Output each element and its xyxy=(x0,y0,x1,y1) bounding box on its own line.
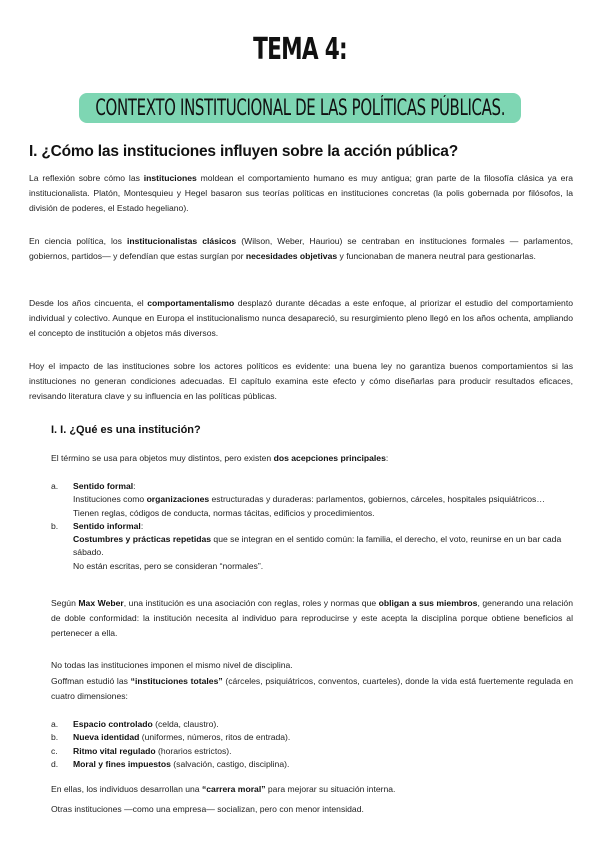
p2-text-c: (Wilson, Weber, Hauriou) se centraban en instituciones formales — parlamentos, gobiernos, partidos— y defendían que estas surgían por xyxy=(29,236,573,262)
p8-text-a: Goffman estudió las xyxy=(51,676,131,686)
list-item-text: (celda, claustro). xyxy=(152,719,219,729)
list-item xyxy=(51,718,573,731)
paragraph-7: No todas las instituciones imponen el mismo nivel de disciplina. xyxy=(51,660,293,670)
list-item-bold: Moral y fines impuestos xyxy=(73,758,171,769)
paragraph-6 xyxy=(51,596,573,642)
p2-text-a: En ciencia política, los xyxy=(29,236,128,246)
list-item-title: Sentido informal xyxy=(73,520,141,531)
section-heading-1: I. ¿Cómo las instituciones influyen sobre la acción pública? xyxy=(29,143,458,160)
p5-text-c: : xyxy=(385,453,389,463)
subtitle-text: CONTEXTO INSTITUCIONAL DE LAS POLÍTICAS PÚBLICAS. xyxy=(95,96,505,121)
p6-text-e: , generando una relación de doble conformidad: la institución necesita al individuo para reproducirse y este acepta la disciplina porque obtiene beneficios al pertenecer a ella. xyxy=(51,598,573,639)
paragraph-5 xyxy=(51,451,573,466)
paragraph-8 xyxy=(51,674,573,704)
list-item-detail xyxy=(51,533,573,560)
p1-bold: instituciones xyxy=(143,173,197,183)
detail-bold: organizaciones xyxy=(146,494,210,505)
paragraph-1 xyxy=(29,171,573,217)
document-title: TEMA 4: xyxy=(253,32,347,67)
p9-text-a: En ellas, los individuos desarrollan una xyxy=(51,784,202,794)
detail-text: estructuradas y duraderas: parlamentos, gobiernos, cárceles, hospitales psiquiátricos… xyxy=(209,494,545,505)
detail-bold: Costumbres y prácticas repetidas xyxy=(73,534,212,545)
subtitle-highlight xyxy=(79,93,522,123)
list-item-text: (horarios estrictos). xyxy=(155,745,232,756)
p2-bold-2: necesidades objetivas xyxy=(245,251,338,262)
list-item xyxy=(51,758,573,771)
acepciones-list xyxy=(51,480,573,573)
list-item-bold: Espacio controlado xyxy=(73,719,153,729)
p9-text-c: para mejorar su situación interna. xyxy=(265,784,396,794)
list-item-colon: : xyxy=(140,520,144,531)
list-item-bold: Nueva identidad xyxy=(73,732,140,743)
paragraph-3 xyxy=(29,296,573,342)
paragraph-9 xyxy=(51,782,573,797)
p6-bold-2: obligan a sus miembros xyxy=(378,598,478,608)
p2-bold-1: institucionalistas clásicos xyxy=(127,236,237,246)
p9-bold: “carrera moral” xyxy=(201,784,266,794)
p3-text-c: desplazó durante décadas a este enfoque, al priorizar el estudio del comportamiento individual y colectivo. Aunque en Europa el institucionalismo nunca desapareció, su resurgimiento pleno llegó en los años ochenta, ampliando el concepto de institución a objetos más diversos. xyxy=(29,298,573,339)
p2-text-e: y funcionaban de manera neutral para gestionarlas. xyxy=(337,251,536,262)
list-item-detail: No están escritas, pero se consideran “normales”. xyxy=(73,560,264,571)
list-item xyxy=(51,731,573,744)
p5-text-a: El término se usa para objetos muy distintos, pero existen xyxy=(51,453,274,463)
list-marker: b. xyxy=(51,732,59,743)
list-item xyxy=(51,520,573,533)
p3-bold: comportamentalismo xyxy=(147,298,235,308)
list-marker: a. xyxy=(51,481,59,491)
list-item-detail xyxy=(51,493,573,506)
p1-text-c: moldean el comportamiento humano es muy antigua; gran parte de la filosofía clásica ya era institucionalista. Platón, Montesquieu y Hegel basaron sus teorías políticas en instituciones concretas (la polis gobernada por filósofos, la división de poderes, el Estado hegeliano). xyxy=(29,173,574,214)
detail-text: Instituciones como xyxy=(73,494,147,505)
p6-text-a: Según xyxy=(51,598,79,608)
p5-bold: dos acepciones principales xyxy=(273,453,386,463)
p1-text-a: La reflexión sobre cómo las xyxy=(29,173,144,183)
p6-bold-1: Max Weber xyxy=(78,598,124,608)
paragraph-2 xyxy=(29,234,573,264)
p3-text-a: Desde los años cincuenta, el xyxy=(29,298,148,308)
list-marker: d. xyxy=(51,758,59,769)
detail-text: que se integran en el sentido común: la familia, el derecho, el voto, reunirse en un bar cada sábado. xyxy=(73,534,562,558)
list-marker: b. xyxy=(51,520,59,531)
p8-text-c: (cárceles, psiquiátricos, conventos, cuarteles), donde la vida está fuertemente regulada en cuatro dimensiones: xyxy=(51,676,574,702)
p6-text-c: , una institución es una asociación con reglas, roles y normas que xyxy=(123,598,379,608)
list-item-title: Sentido formal xyxy=(73,481,134,491)
list-item xyxy=(51,480,573,493)
section-heading-2: I. I. ¿Qué es una institución? xyxy=(51,424,201,436)
list-item-text: (salvación, castigo, disciplina). xyxy=(170,758,290,769)
paragraph-4: Hoy el impacto de las instituciones sobre los actores políticos es evidente: una buena ley no garantiza buenos comportamientos si las instituciones no generan condiciones adecuadas. El capítulo examina este efecto y cómo diseñarlas para producir resultados eficaces, revisando literatura clave y su influencia en las políticas públicas. xyxy=(29,361,573,402)
list-item-bold: Ritmo vital regulado xyxy=(73,745,156,756)
p8-bold: “instituciones totales” xyxy=(130,676,223,686)
dimensiones-list xyxy=(51,718,573,771)
paragraph-10: Otras instituciones —como una empresa— socializan, pero con menor intensidad. xyxy=(51,804,364,814)
list-marker: a. xyxy=(51,719,59,729)
list-marker: c. xyxy=(51,745,58,756)
list-item-colon: : xyxy=(133,481,136,491)
list-item xyxy=(51,745,573,758)
list-item-detail: Tienen reglas, códigos de conducta, normas tácitas, edificios y procedimientos. xyxy=(73,507,375,518)
subtitle-banner xyxy=(0,93,600,123)
list-item-text: (uniformes, números, ritos de entrada). xyxy=(139,732,291,743)
